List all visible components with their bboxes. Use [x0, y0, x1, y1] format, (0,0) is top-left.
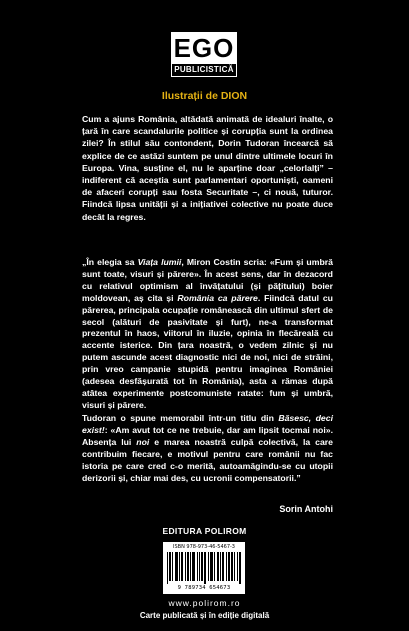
p3-text-2: : «Am avut tot ce ne trebuie, dar am lipsit tocmai noi». Absența lui: [82, 424, 333, 447]
barcode-icon: [167, 552, 241, 584]
p3-text-3: e marea noastră culpă colectivă, la care contribuim fiecare, e motivul pentru care românii nu fac istoria pe care cred c-o merită, autoamăgindu-se cu utopii derizorii și, chiar mai des, cu ucronii compensatorii.”: [82, 436, 333, 483]
publisher-logo: [171, 32, 237, 77]
p2-text-2: , Miron Costin scria: «Fum și umbră sunt toate, visuri și părere». În acest sens, dar în dezacord cu relativul optimism al învățatului (și pățitului) boier moldovean, aș cita și: [82, 257, 333, 303]
p2-title-italic-2: România ca părere: [177, 292, 258, 303]
blurb-paragraph-1: Cum a ajuns România, altădată animată de idealuri înalte, o țară în care scandalurile politice și corupția sunt la ordinea zilei? În stilul său contondent, Dorin Tudoran încearcă să explice de ce astăzi suntem pe unul dintre ultimele locuri în Europa. Vina, susține el, nu le aparține doar „celorlalți” – indiferent că aceștia sunt parlamentari oportuniști, oameni de afaceri corupți sau fosta Securitate –, ci nouă, tuturor. Fiindcă lipsa unității și a inițiativei colective nu poate duce decât la regres.: [82, 114, 333, 222]
p2-text-3: . Fiindcă datul cu părerea, principala ocupație românească din ultimul sfert de secol (alături de pasivitate și furt), ne-a transformat prezentul în haos, viitorul în iluzie, opinia în flecăreală cu accente isterice. Din țara noastră, o vedem zilnic și nu putem ascunde acest diagnostic nici de noi, nici de străini, prin vreo campanie stupidă pentru imaginea României (adesea desfășurată tot în România), asta a rămas după atâtea experimente postcomuniste ratate: fum și umbră, visuri și părere.: [82, 292, 333, 410]
p3-word-italic: noi: [136, 436, 150, 447]
p3-text-1: Tudoran o spune memorabil într-un titlu din: [82, 413, 279, 423]
blurb-paragraph-2: [82, 257, 333, 412]
p2-title-italic: Viața lumii: [137, 257, 182, 267]
blurb-paragraph-3: [82, 413, 333, 484]
publisher-website[interactable]: www.polirom.ro: [168, 598, 241, 608]
illustrations-credit: Ilustrații de DION: [161, 90, 248, 102]
p3-title-italic: Băsesc, deci exist!: [82, 413, 333, 435]
publisher-name: EDITURA POLIROM: [162, 526, 247, 536]
quote-author: Sorin Antohi: [279, 504, 333, 514]
logo-collection-text: PUBLICISTICĂ: [171, 64, 237, 77]
isbn-text: ISBN 978-973-46-5467-3: [173, 544, 235, 550]
p2-text-1: „În elegia sa: [82, 257, 138, 267]
barcode-number: 9 789734 654673: [177, 585, 231, 591]
isbn-barcode: [163, 542, 245, 594]
logo-ego-text: EGO: [171, 32, 237, 64]
digital-edition-note: Carte publicată și în ediție digitală: [139, 611, 270, 620]
